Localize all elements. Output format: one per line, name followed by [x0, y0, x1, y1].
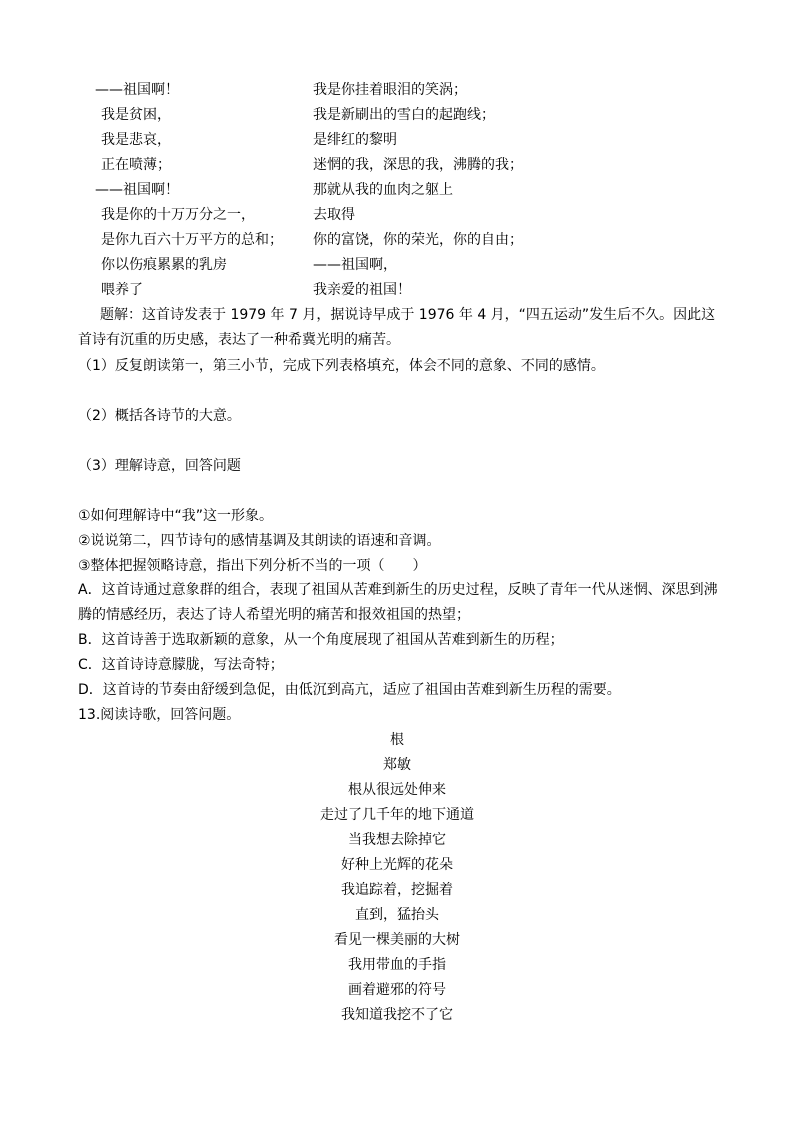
poem-line: 看见一棵美丽的大树: [334, 932, 460, 948]
poem-line: 我是你的十万万分之一，: [101, 207, 255, 223]
poem-line: 当我想去除掉它: [348, 832, 446, 848]
poem-line: 迷惘的我，深思的我，沸腾的我；: [313, 157, 523, 173]
poem-line: 是绯红的黎明: [313, 132, 397, 148]
poem-line: ——祖国啊！: [95, 182, 179, 198]
question-13: 13.阅读诗歌，回答问题。: [78, 707, 241, 723]
poem-line: 直到，猛抬头: [355, 907, 439, 923]
poem-root: [0, 728, 794, 1028]
poem-line: 根从很远处伸来: [348, 782, 446, 798]
poem-right-column: [313, 78, 523, 303]
poem-line: 喂养了: [101, 282, 143, 298]
poem-line: 我是新刷出的雪白的起跑线；: [313, 107, 495, 123]
poem-line: 我亲爱的祖国！: [313, 282, 411, 298]
poem-line: ——祖国啊，: [313, 257, 397, 273]
poem-line: ——祖国啊！: [95, 82, 179, 98]
poem-line: 那就从我的血肉之躯上: [313, 182, 453, 198]
poem-line: 是你九百六十万平方的总和；: [101, 232, 283, 248]
question-2: （2）概括各诗节的大意。: [78, 408, 241, 424]
sub-question-2: ②说说第二，四节诗句的感情基调及其朗读的语速和音调。: [78, 533, 441, 549]
poem-line: 我是贫困，: [101, 107, 171, 123]
poem-note: 题解：这首诗发表于 1979 年 7 月，据说诗早成于 1976 年 4 月，“四五运动”发生后不久。因此这首诗有沉重的历史感，表达了一种希冀光明的痛苦。: [78, 307, 716, 348]
option-a: A．这首诗通过意象群的组合，表现了祖国从苦难到新生的历史过程，反映了青年一代从迷惘、深思到沸腾的情感经历，表达了诗人希望光明的痛苦和报效祖国的热望；: [78, 582, 718, 623]
poem-title: 根: [390, 732, 404, 748]
option-d: D．这首诗的节奏由舒缓到急促，由低沉到高亢，适应了祖国由苦难到新生历程的需要。: [78, 682, 621, 698]
poem-author: 郑敏: [383, 757, 411, 773]
sub-question-1: ①如何理解诗中“我”这一形象。: [78, 508, 274, 524]
question-3: （3）理解诗意，回答问题: [78, 458, 241, 474]
poem-left-column: [95, 78, 283, 303]
poem-line: 画着避邪的符号: [348, 982, 446, 998]
poem-line: 你的富饶，你的荣光，你的自由；: [313, 232, 523, 248]
option-c: C．这首诗诗意朦胧，写法奇特；: [78, 657, 284, 673]
poem-line: 我知道我挖不了它: [341, 1007, 453, 1023]
option-b: B．这首诗善于选取新颖的意象，从一个角度展现了祖国从苦难到新生的历程；: [78, 632, 564, 648]
poem-line: 我是悲哀，: [101, 132, 171, 148]
poem-line: 我用带血的手指: [348, 957, 446, 973]
poem-line: 正在喷薄；: [101, 157, 171, 173]
poem-line: 好种上光辉的花朵: [341, 857, 453, 873]
poem-line: 去取得: [313, 207, 355, 223]
sub-question-3: ③整体把握领略诗意，指出下列分析不当的一项（ ）: [78, 558, 427, 574]
question-1: （1）反复朗读第一，第三小节，完成下列表格填充，体会不同的意象、不同的感情。: [78, 358, 605, 374]
poem-line: 你以伤痕累累的乳房: [101, 257, 227, 273]
poem-line: 我是你挂着眼泪的笑涡；: [313, 82, 467, 98]
poem-line: 我追踪着，挖掘着: [341, 882, 453, 898]
poem-line: 走过了几千年的地下通道: [320, 807, 474, 823]
